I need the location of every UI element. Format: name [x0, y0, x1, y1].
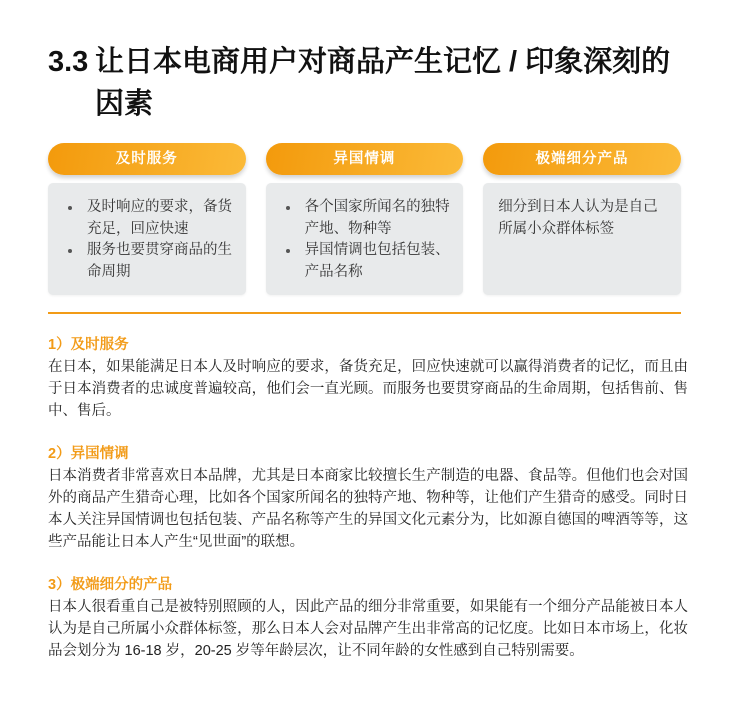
bullet-text: 及时响应的要求，备货充足，回应快速	[87, 199, 232, 237]
card-header: 异国情调	[266, 143, 464, 175]
bullet-text: 异国情调也包括包装、产品名称	[304, 242, 450, 280]
card-text: 细分到日本人认为是自己所属小众群体标签	[498, 199, 658, 237]
section-niche-products	[48, 574, 688, 662]
card-body	[266, 183, 464, 295]
card-header: 及时服务	[48, 143, 246, 175]
bullet-item	[68, 197, 234, 240]
card-body	[483, 183, 681, 295]
section-exotic-appeal	[48, 443, 688, 553]
sections	[48, 334, 688, 662]
section-heading: 2）异国情调	[48, 446, 129, 462]
bullet-text: 服务也要贯穿商品的生命周期	[87, 242, 232, 280]
page-title	[48, 41, 688, 125]
divider	[48, 312, 681, 314]
bullet-icon	[68, 197, 87, 219]
bullet-item	[286, 197, 452, 240]
bullet-icon	[286, 240, 305, 262]
card-header: 极端细分产品	[483, 143, 681, 175]
bullet-icon	[286, 197, 305, 219]
bullet-text: 各个国家所闻名的独特产地、物种等	[304, 199, 450, 237]
card-exotic-appeal	[266, 143, 464, 295]
section-body: 日本消费者非常喜欢日本品牌，尤其是日本商家比较擅长生产制造的电器、食品等。但他们也会对国外的商品产生猎奇心理，比如各个国家所闻名的独特产地、物种等，让他们产生猎奇的感受。同时日本人关注异国情调也包括包装、产品名称等产生的异国文化元素分为，比如源自德国的啤酒等等，这些产品能让日本人产生“见世面”的联想。	[48, 468, 688, 550]
section-body: 在日本，如果能满足日本人及时响应的要求，备货充足，回应快速就可以赢得消费者的记忆，而且由于日本消费者的忠诚度普遍较高，他们会一直光顾。而服务也要贯穿商品的生命周期，包括售前、售中、售后。	[48, 359, 688, 419]
section-timely-service	[48, 334, 688, 422]
section-number: 3.3	[48, 46, 89, 78]
card-body	[48, 183, 246, 295]
bullet-item	[286, 240, 452, 283]
section-body: 日本人很看重自己是被特别照顾的人，因此产品的细分非常重要，如果能有一个细分产品能被日本人认为是自己所属小众群体标签，那么日本人会对品牌产生出非常高的记忆度。比如日本市场上，化妆品会划分为 16-18 岁，20-25 岁等年龄层次，让不同年龄的女性感到自己特别需要。	[48, 599, 688, 659]
bullet-list	[68, 197, 234, 283]
bullet-list	[286, 197, 452, 283]
title-text: 让日本电商用户对商品产生记忆 / 印象深刻的因素	[95, 46, 671, 120]
card-timely-service	[48, 143, 246, 295]
section-heading: 3）极端细分的产品	[48, 577, 173, 593]
bullet-item	[68, 240, 234, 283]
card-niche-products	[483, 143, 681, 295]
summary-cards	[48, 143, 688, 295]
bullet-icon	[68, 240, 87, 262]
section-heading: 1）及时服务	[48, 337, 129, 353]
